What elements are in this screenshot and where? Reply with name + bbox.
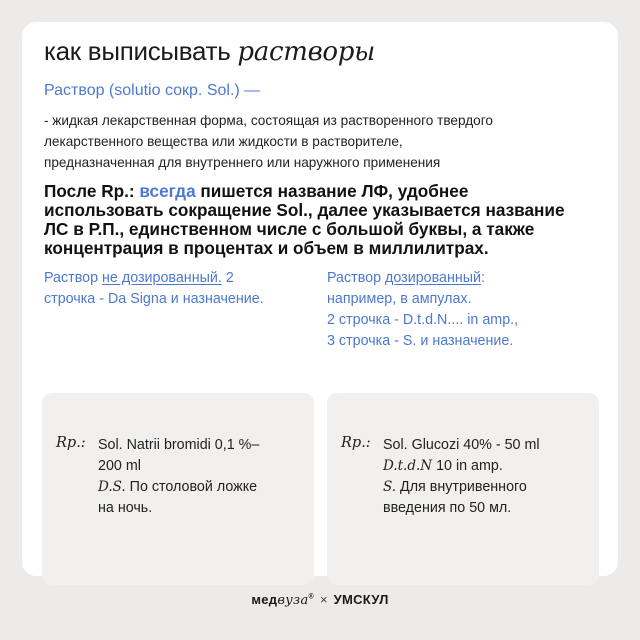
non-dosed-label: не дозированный. bbox=[102, 270, 222, 286]
brand-medvuza-logo bbox=[251, 592, 314, 607]
note-text: : bbox=[481, 270, 486, 286]
prescription-text: По столовой ложке bbox=[125, 479, 258, 495]
note-text: 2 bbox=[221, 270, 234, 286]
cross-separator: × bbox=[319, 592, 328, 607]
title-plain: как выписывать bbox=[44, 36, 231, 66]
page-title bbox=[44, 36, 375, 67]
brand-text: мед bbox=[251, 592, 278, 607]
prescription-line: 200 ml bbox=[98, 458, 141, 474]
prescription-text: 10 in amp. bbox=[432, 458, 503, 474]
definition-text bbox=[44, 110, 604, 173]
registered-mark: ® bbox=[308, 593, 314, 601]
note-line bbox=[44, 268, 314, 289]
prescription-body bbox=[98, 435, 259, 519]
note-line: 2 строчка - D.t.d.N.... in amp., bbox=[327, 312, 519, 328]
note-line bbox=[327, 268, 607, 289]
prescription-line: введения по 50 мл. bbox=[383, 500, 512, 516]
main-paragraph bbox=[44, 182, 604, 258]
rp-label: Rp.: bbox=[56, 435, 86, 451]
prescription-line: Sol. Glucozi 40% - 50 ml bbox=[383, 437, 540, 453]
prescription-line: Sol. Natrii bromidi 0,1 %– bbox=[98, 437, 260, 453]
main-line bbox=[44, 182, 604, 201]
prescription-example-left bbox=[42, 393, 314, 585]
highlight-always: всегда bbox=[139, 181, 196, 201]
prescription-line: на ночь. bbox=[98, 500, 153, 516]
prescription-example-right bbox=[327, 393, 599, 585]
prescription-line bbox=[383, 456, 540, 477]
ds-abbrev: D.S. bbox=[98, 479, 126, 495]
brand-text-italic: вуза bbox=[277, 593, 309, 608]
non-dosed-note bbox=[44, 268, 314, 310]
dosed-note bbox=[327, 268, 607, 352]
dosed-label: дозированный bbox=[385, 270, 482, 286]
note-text: Раствор bbox=[327, 270, 386, 286]
main-line: использовать сокращение Sol., далее указывается название bbox=[44, 200, 565, 220]
note-line: например, в ампулах. bbox=[327, 291, 472, 307]
rp-label: Rp.: bbox=[341, 435, 371, 451]
solution-subtitle: Раствор (solutio сокр. Sol.) — bbox=[44, 82, 261, 99]
definition-line: предназначенная для внутреннего или наружного применения bbox=[44, 155, 441, 170]
prescription-body bbox=[383, 435, 540, 519]
main-line: ЛС в Р.П., единственном числе с большой буквы, а также bbox=[44, 219, 535, 239]
title-italic: растворы bbox=[237, 37, 375, 67]
note-line: 3 строчка - S. и назначение. bbox=[327, 333, 514, 349]
definition-line: - жидкая лекарственная форма, состоящая из растворенного твердого bbox=[44, 113, 493, 128]
dtdn-abbrev: D.t.d.N bbox=[383, 458, 433, 474]
note-line: строчка - Da Signa и назначение. bbox=[44, 291, 264, 307]
main-line-text: пишется название ЛФ, удобнее bbox=[195, 181, 469, 201]
content-card bbox=[22, 22, 618, 576]
note-text: Раствор bbox=[44, 270, 103, 286]
prescription-text: Для внутривенного bbox=[396, 479, 527, 495]
prescription-line bbox=[98, 477, 259, 498]
main-line-text: После Rp.: bbox=[44, 181, 140, 201]
footer-brands bbox=[0, 592, 640, 608]
main-line: концентрация в процентах и объем в миллилитрах. bbox=[44, 238, 489, 258]
prescription-line bbox=[383, 477, 540, 498]
s-abbrev: S. bbox=[383, 479, 397, 495]
definition-line: лекарственного вещества или жидкости в растворителе, bbox=[44, 134, 403, 149]
brand-umskul-logo: УМСКУЛ bbox=[333, 592, 389, 607]
